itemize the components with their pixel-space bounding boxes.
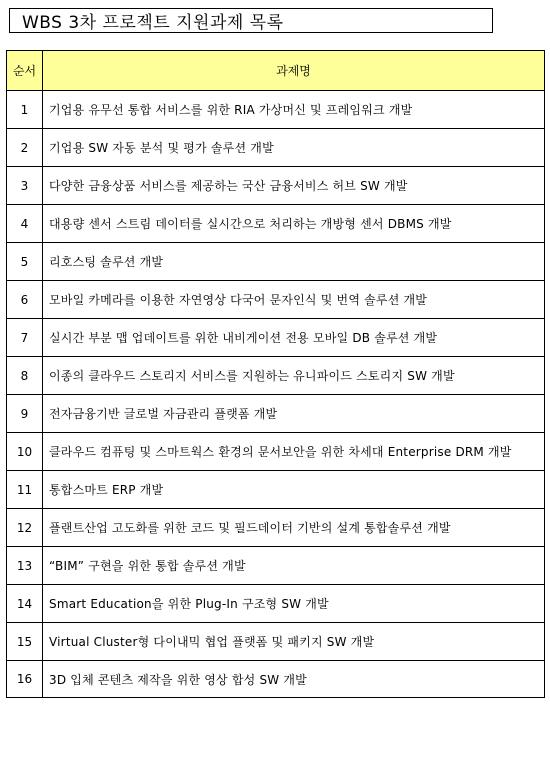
row-order-cell: 16 [7, 661, 43, 698]
row-project-name-cell: 실시간 부분 맵 업데이트를 위한 내비게이션 전용 모바일 DB 솔루션 개발 [43, 319, 545, 357]
table-row [7, 167, 545, 205]
row-project-name-cell: 통합스마트 ERP 개발 [43, 471, 545, 509]
row-order-cell: 5 [7, 243, 43, 281]
row-project-name-cell: 리호스팅 솔루션 개발 [43, 243, 545, 281]
row-order-cell: 6 [7, 281, 43, 319]
row-order-cell: 10 [7, 433, 43, 471]
row-project-name-cell: 기업용 유무선 통합 서비스를 위한 RIA 가상머신 및 프레임워크 개발 [43, 91, 545, 129]
row-project-name-cell: 플랜트산업 고도화를 위한 코드 및 필드데이터 기반의 설계 통합솔루션 개발 [43, 509, 545, 547]
table-row [7, 243, 545, 281]
header-order: 순서 [7, 51, 43, 91]
row-order-cell: 2 [7, 129, 43, 167]
header-project-name: 과제명 [43, 51, 545, 91]
row-order-cell: 9 [7, 395, 43, 433]
row-project-name-cell: 이종의 클라우드 스토리지 서비스를 지원하는 유니파이드 스토리지 SW 개발 [43, 357, 545, 395]
row-project-name-cell: “BIM” 구현을 위한 통합 솔루션 개발 [43, 547, 545, 585]
row-project-name-cell: Smart Education을 위한 Plug-In 구조형 SW 개발 [43, 585, 545, 623]
table-row [7, 357, 545, 395]
row-project-name-cell: 기업용 SW 자동 분석 및 평가 솔루션 개발 [43, 129, 545, 167]
project-table [6, 50, 545, 698]
table-row [7, 319, 545, 357]
table-row [7, 661, 545, 698]
row-order-cell: 13 [7, 547, 43, 585]
row-order-cell: 3 [7, 167, 43, 205]
table-row [7, 433, 545, 471]
table-row [7, 91, 545, 129]
table-row [7, 281, 545, 319]
row-project-name-cell: 다양한 금융상품 서비스를 제공하는 국산 금융서비스 허브 SW 개발 [43, 167, 545, 205]
row-order-cell: 8 [7, 357, 43, 395]
table-row [7, 547, 545, 585]
table-row [7, 471, 545, 509]
row-project-name-cell: 모바일 카메라를 이용한 자연영상 다국어 문자인식 및 번역 솔루션 개발 [43, 281, 545, 319]
document-title: WBS 3차 프로젝트 지원과제 목록 [9, 8, 493, 33]
row-order-cell: 4 [7, 205, 43, 243]
table-row [7, 395, 545, 433]
table-row [7, 585, 545, 623]
row-project-name-cell: 전자금융기반 글로벌 자금관리 플랫폼 개발 [43, 395, 545, 433]
row-order-cell: 1 [7, 91, 43, 129]
row-order-cell: 15 [7, 623, 43, 661]
table-row [7, 509, 545, 547]
row-order-cell: 11 [7, 471, 43, 509]
row-order-cell: 7 [7, 319, 43, 357]
row-project-name-cell: Virtual Cluster형 다이내믹 협업 플랫폼 및 패키지 SW 개발 [43, 623, 545, 661]
row-project-name-cell: 대용량 센서 스트림 데이터를 실시간으로 처리하는 개방형 센서 DBMS 개발 [43, 205, 545, 243]
row-order-cell: 14 [7, 585, 43, 623]
row-project-name-cell: 3D 입체 콘텐츠 제작을 위한 영상 합성 SW 개발 [43, 661, 545, 698]
table-row [7, 205, 545, 243]
table-row [7, 623, 545, 661]
row-project-name-cell: 클라우드 컴퓨팅 및 스마트웍스 환경의 문서보안을 위한 차세대 Enterprise DRM 개발 [43, 433, 545, 471]
row-order-cell: 12 [7, 509, 43, 547]
table-row [7, 129, 545, 167]
table-header-row [7, 51, 545, 91]
